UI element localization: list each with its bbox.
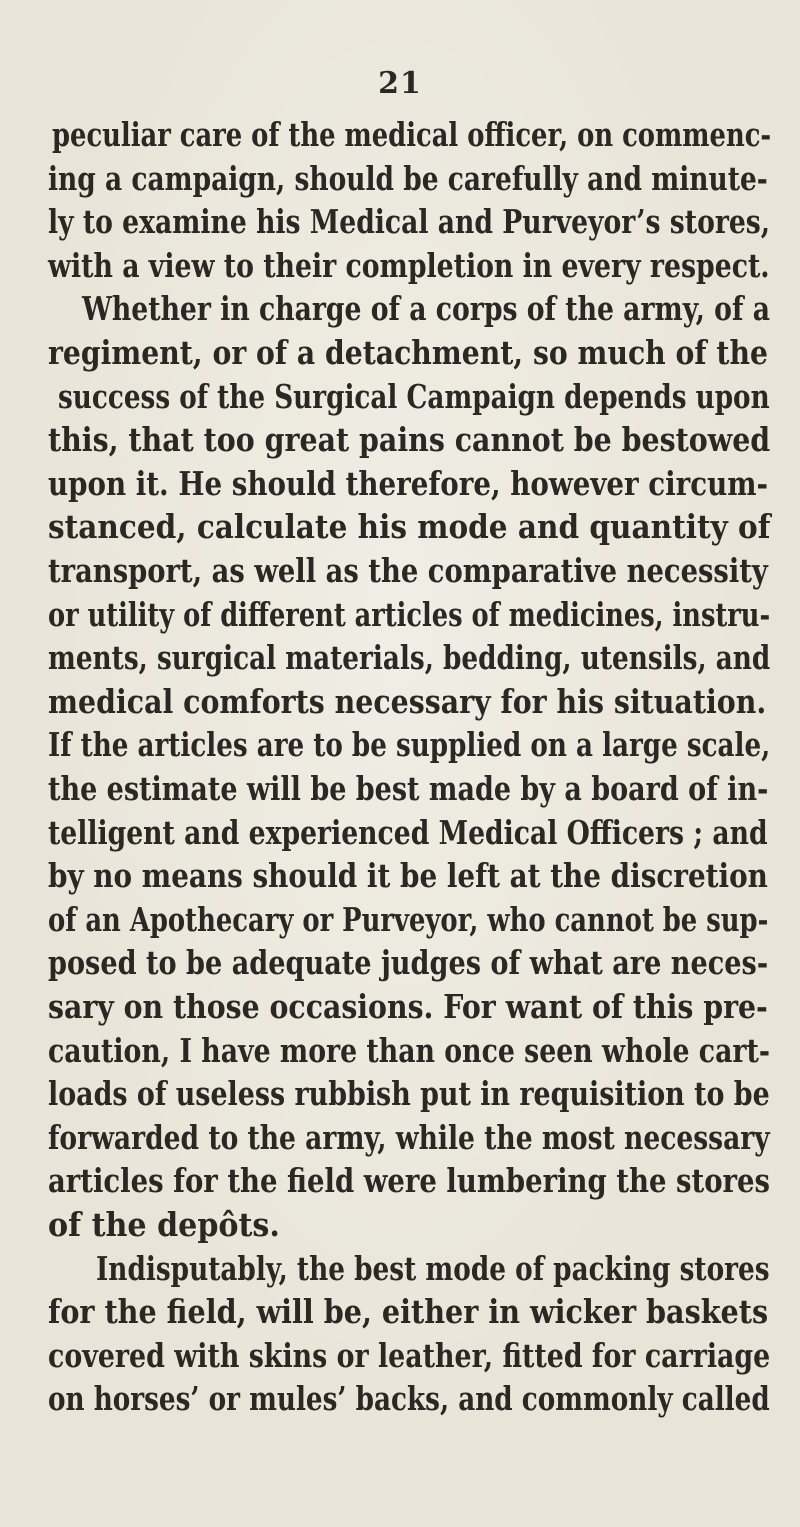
text-line: of an Apothecary or Purveyor, who cannot be sup- [48,899,769,939]
page-number: 21 [378,66,422,101]
text-line: telligent and experienced Medical Officers ; and [48,812,768,852]
text-line: stanced, calculate his mode and quantity of [48,507,771,547]
text-line: forwarded to the army, while the most necessary [48,1117,770,1157]
text-line: of the depôts. [48,1205,280,1244]
text-line: for the field, will be, either in wicker baskets [48,1292,769,1332]
text-line: with a view to their completion in every respect. [48,245,770,285]
text-line: Whether in charge of a corps of the army, of a [82,289,770,329]
text-line: sary on those occasions. For want of this pre- [48,987,768,1026]
text-line: ments, surgical materials, bedding, utensils, and [48,638,771,678]
text-line: articles for the field were lumbering the stores [48,1161,770,1201]
text-line: caution, I have more than once seen whole cart- [48,1030,770,1070]
text-line: medical comforts necessary for his situation. [48,681,767,721]
text-line: this, that too great pains cannot be bestowed [48,420,771,460]
text-line: or utility of different articles of medicines, instru- [48,594,771,634]
text-line: upon it. He should therefore, however circum- [48,463,769,503]
text-line: peculiar care of the medical officer, on commenc- [52,115,772,154]
text-line: transport, as well as the comparative necessity [48,551,768,590]
text-line: posed to be adequate judges of what are neces- [48,943,769,983]
text-line: loads of useless rubbish put in requisition to be [48,1074,770,1114]
text-line: success of the Surgical Campaign depends upon [58,376,770,416]
text-line: ly to examine his Medical and Purveyor’s stores, [48,202,771,242]
text-line: the estimate will be best made by a board of in- [48,769,769,808]
text-line: Indisputably, the best mode of packing stores [96,1248,770,1288]
text-line: regiment, or of a detachment, so much of the [48,333,768,372]
text-line: covered with skins or leather, fitted for carriage [48,1335,771,1375]
text-line: If the articles are to be supplied on a large scale, [48,725,771,765]
text-line: by no means should it be left at the discretion [48,856,768,896]
text-line: ing a campaign, should be carefully and minute- [48,158,768,198]
text-line: on horses’ or mules’ backs, and commonly called [48,1379,770,1419]
